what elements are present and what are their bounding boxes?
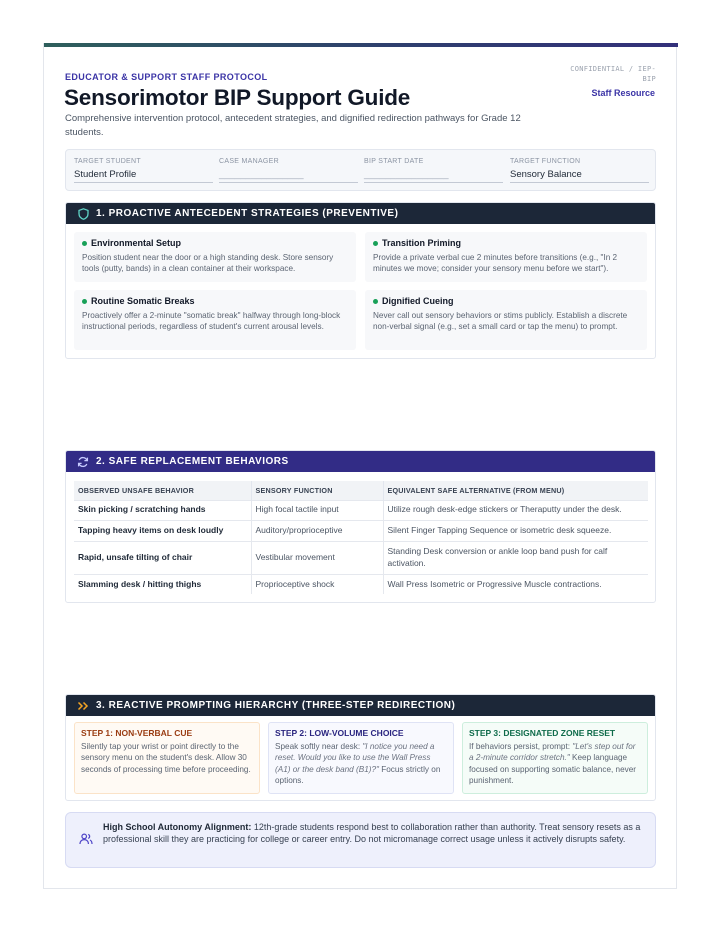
section-title: 1. PROACTIVE ANTECEDENT STRATEGIES (PREVENTIVE) <box>96 208 399 219</box>
function-cell: Auditory/proprioceptive <box>251 520 383 541</box>
page-title: Sensorimotor BIP Support Guide <box>64 85 411 110</box>
step-body <box>469 741 641 786</box>
step-quote: "I notice you need a reset. Would you like to use the Wall Press (A1) or the desk band (B1)?" <box>275 742 435 774</box>
step-quote: "Let's step out for a 2-minute corridor stretch." <box>469 742 636 763</box>
note-body: 12th-grade students respond best to collaboration rather than authority. Treat sensory resets as a professional skill they are practicing for college or career entry. Do not micromanage correct usage unless it actively disrupts safety. <box>103 822 641 845</box>
table-row <box>74 541 648 574</box>
step-title: STEP 3: DESIGNATED ZONE RESET <box>469 728 616 738</box>
card-title: Dignified Cueing <box>382 296 454 306</box>
refresh-icon <box>76 455 90 469</box>
card-title: Environmental Setup <box>91 238 182 248</box>
section-title: 3. REACTIVE PROMPTING HIERARCHY (THREE-STEP REDIRECTION) <box>96 700 456 711</box>
meta-value: ________________ <box>219 169 358 183</box>
meta-label: BIP START DATE <box>364 158 424 165</box>
column-header: OBSERVED UNSAFE BEHAVIOR <box>74 481 251 500</box>
section-title: 2. SAFE REPLACEMENT BEHAVIORS <box>96 456 289 467</box>
replacement-behavior-table <box>74 481 648 594</box>
step-text-tail: Keep language focused on supporting somatic balance, never punishment. <box>469 753 637 785</box>
section-header <box>66 203 655 224</box>
card-title-row <box>373 296 639 306</box>
table-header-row <box>74 481 648 500</box>
note-lead: High School Autonomy Alignment: <box>103 822 252 832</box>
users-icon <box>79 832 93 851</box>
step-text: Speak softly near desk: <box>275 742 363 751</box>
column-header: EQUIVALENT SAFE ALTERNATIVE (FROM MENU) <box>383 481 648 500</box>
step-card-low-volume <box>268 722 454 794</box>
autonomy-alignment-note <box>65 812 656 868</box>
meta-value: Sensory Balance <box>510 169 649 183</box>
top-accent-bar <box>44 43 678 47</box>
redirection-steps <box>66 716 655 800</box>
card-body: Proactively offer a 2-minute "somatic break" halfway through long-block instructional periods, regardless of student's current arousal levels. <box>82 311 341 332</box>
table-row <box>74 520 648 541</box>
step-text: If behaviors persist, prompt: <box>469 742 573 751</box>
section-prompting-hierarchy <box>65 694 656 801</box>
page-subtitle: Comprehensive intervention protocol, antecedent strategies, and dignified redirection pathways for Grade 12 students. <box>65 113 521 138</box>
card-body: Provide a private verbal cue 2 minutes before transitions (e.g., "In 2 minutes we move; consider your sensory menu before we start"). <box>373 253 618 274</box>
meta-target-student <box>74 158 213 183</box>
behavior-cell: Rapid, unsafe tilting of chair <box>74 541 251 574</box>
behavior-cell: Skin picking / scratching hands <box>74 500 251 520</box>
section-replacement-behaviors <box>65 450 656 603</box>
section-antecedent-strategies <box>65 202 656 359</box>
strategy-card <box>74 232 356 282</box>
meta-label: TARGET STUDENT <box>74 158 141 165</box>
card-title: Transition Priming <box>382 238 462 248</box>
section-header <box>66 451 655 472</box>
step-title: STEP 2: LOW-VOLUME CHOICE <box>275 728 404 738</box>
alternative-cell: Silent Finger Tapping Sequence or isometric desk squeeze. <box>383 520 648 541</box>
meta-bip-start-date <box>364 158 503 183</box>
step-body <box>81 741 253 775</box>
eyebrow-label: EDUCATOR & SUPPORT STAFF PROTOCOL <box>65 72 268 82</box>
confidential-label: CONFIDENTIAL / IEP-BIP <box>570 65 656 83</box>
step-card-zone-reset <box>462 722 648 794</box>
alternative-cell: Utilize rough desk-edge stickers or Theraputty under the desk. <box>383 500 648 520</box>
meta-target-function <box>510 158 649 183</box>
meta-value: Student Profile <box>74 169 213 183</box>
protocol-sheet <box>43 43 677 889</box>
alternative-cell: Standing Desk conversion or ankle loop band push for calf activation. <box>383 541 648 574</box>
strategy-cards <box>66 224 655 358</box>
meta-case-manager <box>219 158 358 183</box>
bullet-dot-icon <box>373 241 378 246</box>
meta-label: CASE MANAGER <box>219 158 279 165</box>
card-title: Routine Somatic Breaks <box>91 296 195 306</box>
bullet-dot-icon <box>82 299 87 304</box>
alternative-cell: Wall Press Isometric or Progressive Muscle contractions. <box>383 574 648 594</box>
meta-value: ________________ <box>364 169 503 183</box>
section-header <box>66 695 655 716</box>
meta-label: TARGET FUNCTION <box>510 158 581 165</box>
step-card-nonverbal <box>74 722 260 794</box>
function-cell: High focal tactile input <box>251 500 383 520</box>
table-row <box>74 500 648 520</box>
bullet-dot-icon <box>82 241 87 246</box>
step-text: Silently tap your wrist or point directly to the sensory menu on the student's desk. Allow 30 seconds of processing time before proceeding. <box>81 742 251 774</box>
card-body: Never call out sensory behaviors or stims publicly. Establish a discrete non-verbal signal (e.g., set a small card or tap the menu) to prompt. <box>373 311 628 332</box>
card-title-row <box>82 238 348 248</box>
step-title: STEP 1: NON-VERBAL CUE <box>81 728 193 738</box>
function-cell: Proprioceptive shock <box>251 574 383 594</box>
step-text-tail: Focus strictly on options. <box>275 764 441 785</box>
step-body <box>275 741 447 786</box>
note-text <box>103 821 647 846</box>
strategy-card <box>365 232 647 282</box>
student-meta-panel <box>65 149 656 191</box>
chevrons-right-icon <box>76 699 90 713</box>
table-row <box>74 574 648 594</box>
strategy-card <box>74 290 356 350</box>
shield-icon <box>76 207 90 221</box>
column-header: SENSORY FUNCTION <box>251 481 383 500</box>
strategy-card <box>365 290 647 350</box>
card-body: Position student near the door or a high standing desk. Store sensory tools (putty, bands) in a clean container at their workspace. <box>82 253 334 274</box>
behavior-cell: Tapping heavy items on desk loudly <box>74 520 251 541</box>
behavior-cell: Slamming desk / hitting thighs <box>74 574 251 594</box>
card-title-row <box>373 238 639 248</box>
function-cell: Vestibular movement <box>251 541 383 574</box>
card-title-row <box>82 296 348 306</box>
bullet-dot-icon <box>373 299 378 304</box>
staff-resource-label: Staff Resource <box>591 88 655 98</box>
